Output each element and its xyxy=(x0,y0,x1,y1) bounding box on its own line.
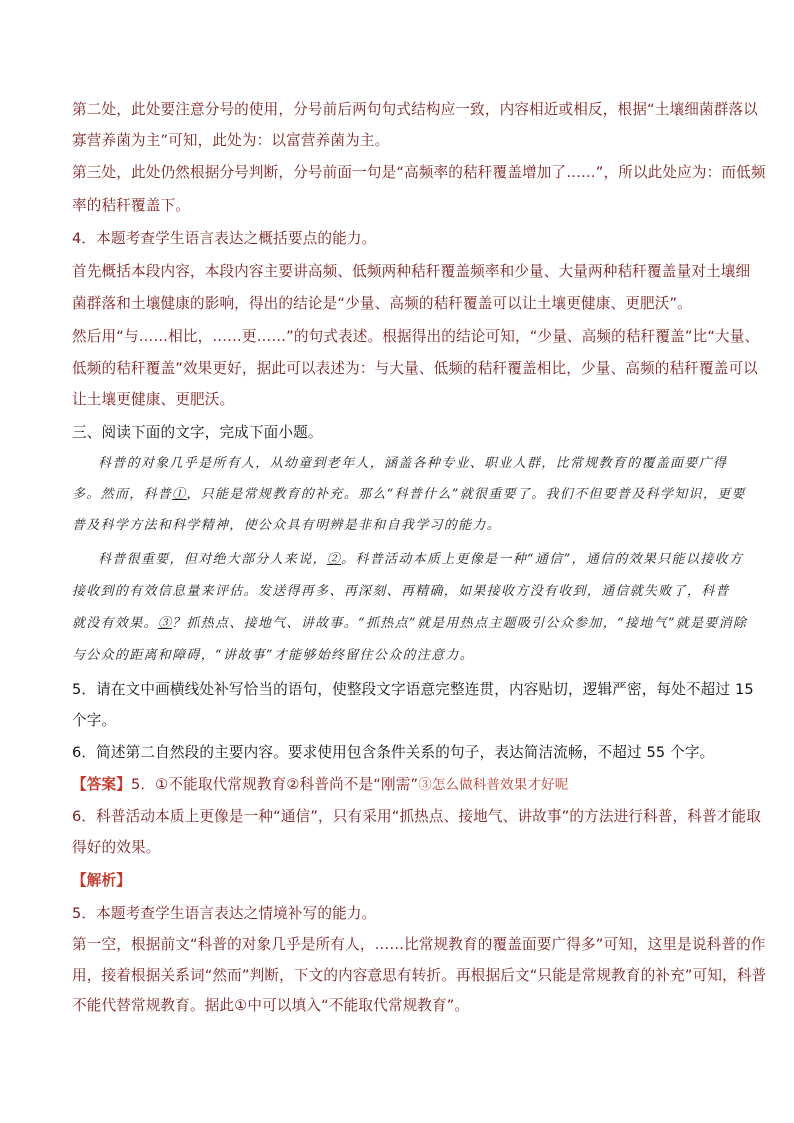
passage-line: 科普的对象几乎是所有人，从幼童到老年人，涵盖各种专业、职业人群，比常规教育的覆盖面要广得 xyxy=(98,456,728,471)
analysis-line: 第一空，根据前文“科普的对象几乎是所有人，……比常规教育的覆盖面要广得多”可知，这里是说科普的作 xyxy=(72,936,766,953)
answer-tag: 【答案】 xyxy=(72,776,131,793)
section-heading: 三、阅读下面的文字，完成下面小题。 xyxy=(72,424,323,441)
text-line: 第三处，此处仍然根据分号判断，分号前面一句是“高频率的秸秆覆盖增加了……”，所以此处应为：而低频 xyxy=(72,164,766,181)
analysis-line: 用，接着根据关系词“然而”判断，下文的内容意思有转折。再根据后文“只能是常规教育的补充”可知，科普 xyxy=(72,967,767,984)
text-line: 然后用“与……相比，……更……”的句式表述。根据得出的结论可知，“少量、高频的秸秆覆盖”比“大量、 xyxy=(72,328,760,345)
analysis-line: 不能代替常规教育。据此①中可以填入“不能取代常规教育”。 xyxy=(72,997,470,1014)
passage-line: 科普很重要，但对绝大部分人来说，②。科普活动本质上更像是一种“通信”，通信的效果只能以接收方 xyxy=(98,552,744,567)
text-line: 菌群落和土壤健康的影响，得出的结论是“少量、高频的秸秆覆盖可以让土壤更健康、更肥沃”。 xyxy=(72,295,692,312)
passage-line: 就没有效果。③？抓热点、接地气、讲故事。“抓热点”就是用热点主题吸引公众参加，“接地气”就是要消除 xyxy=(72,616,748,631)
text-line: 率的秸秆覆盖下。 xyxy=(72,197,190,214)
text-line: 让土壤更健康、更肥沃。 xyxy=(72,391,235,408)
question-5-cont: 个字。 xyxy=(72,712,117,729)
question-6: 6．简述第二自然段的主要内容。要求使用包含条件关系的句子，表达简洁流畅，不超过 55 个字。 xyxy=(72,744,715,761)
text-line: 首先概括本段内容，本段内容主要讲高频、低频两种秸秆覆盖频率和少量、大量两种秸秆覆盖量对土壤细 xyxy=(72,263,751,280)
analysis-line: 5．本题考查学生语言表达之情境补写的能力。 xyxy=(72,905,377,922)
answer-6-cont: 得好的效果。 xyxy=(72,839,161,856)
text-line: 寡营养菌为主”可知，此处为：以富营养菌为主。 xyxy=(72,132,390,149)
blank-1: ① xyxy=(172,487,187,502)
blank-2: ② xyxy=(326,552,342,567)
question-5: 5．请在文中画横线处补写恰当的语句，使整段文字语意完整连贯，内容贴切，逻辑严密，每处不超过 15 xyxy=(72,681,754,698)
analysis-tag: 【解析】 xyxy=(72,872,131,889)
passage-line: 接收到的有效信息量来评估。发送得再多、再深刻、再精确，如果接收方没有收到，通信就失败了，科普 xyxy=(72,584,730,599)
text-line: 第二处，此处要注意分号的使用，分号前后两句句式结构应一致，内容相近或相反，根据“土壤细菌群落以 xyxy=(72,101,758,118)
blank-3: ③ xyxy=(157,616,173,631)
text-line: 低频的秸秆覆盖”效果更好，据此可以表述为：与大量、低频的秸秆覆盖相比，少量、高频的秸秆覆盖可以 xyxy=(72,360,758,377)
passage-line: 多。然而，科普①，只能是常规教育的补充。那么“科普什么”就很重要了。我们不但要普及科学知识，更要 xyxy=(72,487,746,502)
answer-line: 【答案】5．①不能取代常规教育②科普尚不是“刚需”③怎么做科普效果才好呢 xyxy=(72,776,569,793)
answer-6: 6．科普活动本质上更像是一种“通信”，只有采用“抓热点、接地气、讲故事”的方法进行科普，科普才能取 xyxy=(72,808,762,825)
passage-line: 普及科学方法和科学精神，使公众具有明辨是非和自我学习的能力。 xyxy=(72,518,502,533)
text-line: 4．本题考查学生语言表达之概括要点的能力。 xyxy=(72,230,377,247)
passage-line: 与公众的距离和障碍，“讲故事”才能够始终留住公众的注意力。 xyxy=(72,648,474,663)
